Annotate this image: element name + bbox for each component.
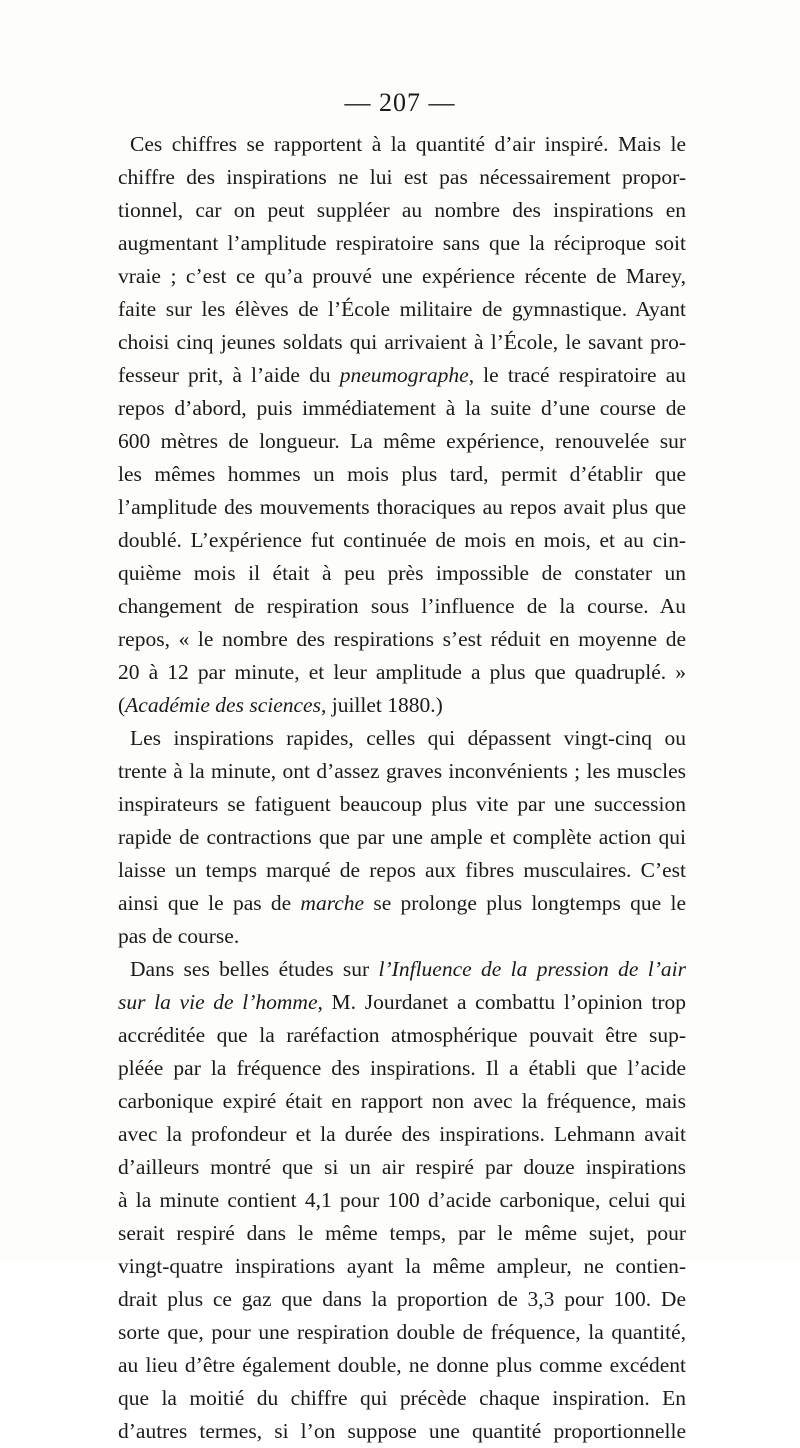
text-line xyxy=(118,1283,686,1316)
text-run: inspirateurs se fatiguent beaucoup plus vite par une succession xyxy=(118,792,686,816)
text-run: chiffre des inspirations ne lui est pas nécessairement propor- xyxy=(118,165,686,189)
text-run: changement de respiration sous l’influence de la course. Au xyxy=(118,594,686,618)
text-line xyxy=(118,1118,686,1151)
text-line xyxy=(118,953,686,986)
text-line xyxy=(118,392,686,425)
text-run: l’amplitude des mouvements thoraciques au repos avait plus que xyxy=(118,495,686,519)
text-run: laisse un temps marqué de repos aux fibres musculaires. C’est xyxy=(118,858,686,882)
text-line xyxy=(118,1415,686,1448)
text-line xyxy=(118,557,686,590)
italic-text: pneumographe xyxy=(339,363,469,387)
text-run: , juillet 1880.) xyxy=(320,693,443,717)
text-line xyxy=(118,1151,686,1184)
text-run: repos d’abord, puis immédiatement à la suite d’une course de xyxy=(118,396,686,420)
text-run: sorte que, pour une respiration double de fréquence, la quantité, xyxy=(118,1320,686,1344)
text-run: faite sur les élèves de l’École militaire de gymnastique. Ayant xyxy=(118,297,686,321)
text-run: avec la profondeur et la durée des inspirations. Lehmann avait xyxy=(118,1122,686,1146)
text-run: vingt-quatre inspirations ayant la même ampleur, ne contien- xyxy=(118,1254,686,1278)
text-run: Dans ses belles études sur xyxy=(130,957,379,981)
text-run: repos, « le nombre des respirations s’est réduit en moyenne de xyxy=(118,627,686,651)
text-run: rapide de contractions que par une ample et complète action qui xyxy=(118,825,686,849)
text-line xyxy=(118,986,686,1019)
text-line xyxy=(118,656,686,689)
text-line xyxy=(118,260,686,293)
text-line xyxy=(118,524,686,557)
text-line xyxy=(118,194,686,227)
text-run: que la moitié du chiffre qui précède chaque inspiration. En xyxy=(118,1386,686,1410)
text-run: accréditée que la raréfaction atmosphérique pouvait être sup- xyxy=(118,1023,686,1047)
italic-text: Académie des sciences xyxy=(125,693,321,717)
text-run: Ces chiffres se rapportent à la quantité d’air inspiré. Mais le xyxy=(130,132,686,156)
text-line xyxy=(118,1349,686,1382)
text-line xyxy=(118,821,686,854)
text-line xyxy=(118,1019,686,1052)
text-run: augmentant l’amplitude respiratoire sans que la réciproque soit xyxy=(118,231,686,255)
text-run: pléée par la fréquence des inspirations. Il a établi que l’acide xyxy=(118,1056,686,1080)
text-run: doublé. L’expérience fut continuée de mois en mois, et au cin- xyxy=(118,528,686,552)
text-run: 20 à 12 par minute, et leur amplitude a plus que quadruplé. » xyxy=(118,660,686,684)
text-line xyxy=(118,689,686,722)
text-line xyxy=(118,1382,686,1415)
text-run: drait plus ce gaz que dans la proportion de 3,3 pour 100. De xyxy=(118,1287,686,1311)
text-line xyxy=(118,722,686,755)
text-line xyxy=(118,1184,686,1217)
text-line xyxy=(118,326,686,359)
text-line xyxy=(118,1217,686,1250)
text-run: tionnel, car on peut suppléer au nombre des inspirations en xyxy=(118,198,686,222)
text-run: d’ailleurs montré que si un air respiré par douze inspirations xyxy=(118,1155,686,1179)
text-line xyxy=(118,1052,686,1085)
text-run: trente à la minute, ont d’assez graves inconvénients ; les muscles xyxy=(118,759,686,783)
text-run: vraie ; c’est ce qu’a prouvé une expérience récente de Marey, xyxy=(118,264,686,288)
text-line xyxy=(118,623,686,656)
text-run: serait respiré dans le même temps, par le même sujet, pour xyxy=(118,1221,686,1245)
text-line xyxy=(118,887,686,920)
italic-text: l’Influence de la pression de l’air xyxy=(378,957,686,981)
text-run: fesseur prit, à l’aide du xyxy=(118,363,340,387)
text-line xyxy=(118,293,686,326)
text-line xyxy=(118,161,686,194)
text-line xyxy=(118,359,686,392)
text-line xyxy=(118,590,686,623)
text-run: 600 mètres de longueur. La même expérience, renouvelée sur xyxy=(118,429,686,453)
text-line xyxy=(118,128,686,161)
text-run: les mêmes hommes un mois plus tard, permit d’établir que xyxy=(118,462,686,486)
text-line xyxy=(118,425,686,458)
text-line xyxy=(118,227,686,260)
text-line xyxy=(118,1085,686,1118)
italic-text: sur la vie de l’homme xyxy=(118,990,318,1014)
text-line xyxy=(118,755,686,788)
text-line xyxy=(118,1316,686,1349)
text-line xyxy=(118,920,686,953)
text-run: au lieu d’être également double, ne donne plus comme excédent xyxy=(118,1353,686,1377)
text-run: se prolonge plus longtemps que le xyxy=(364,891,686,915)
text-run: choisi cinq jeunes soldats qui arrivaient à l’École, le savant pro- xyxy=(118,330,686,354)
text-run: Les inspirations rapides, celles qui dépassent vingt-cinq ou xyxy=(130,726,686,750)
text-line xyxy=(118,1250,686,1283)
text-run: , le tracé respiratoire au xyxy=(468,363,686,387)
text-line xyxy=(118,458,686,491)
text-run: ( xyxy=(118,693,126,717)
italic-text: marche xyxy=(300,891,365,915)
text-line xyxy=(118,491,686,524)
text-run: quième mois il était à peu près impossible de constater un xyxy=(118,561,686,585)
text-line xyxy=(118,854,686,887)
text-line xyxy=(118,788,686,821)
page-number: — 207 — xyxy=(344,88,456,117)
body-text xyxy=(118,128,686,1448)
text-run: à la minute contient 4,1 pour 100 d’acide carbonique, celui qui xyxy=(118,1188,686,1212)
text-run: ainsi que le pas de xyxy=(118,891,301,915)
text-run: , M. Jourdanet a combattu l’opinion trop xyxy=(317,990,686,1014)
text-run: d’autres termes, si l’on suppose une quantité proportionnelle xyxy=(118,1419,686,1443)
text-run: pas de course. xyxy=(118,924,240,948)
text-run: carbonique expiré était en rapport non avec la fréquence, mais xyxy=(118,1089,686,1113)
